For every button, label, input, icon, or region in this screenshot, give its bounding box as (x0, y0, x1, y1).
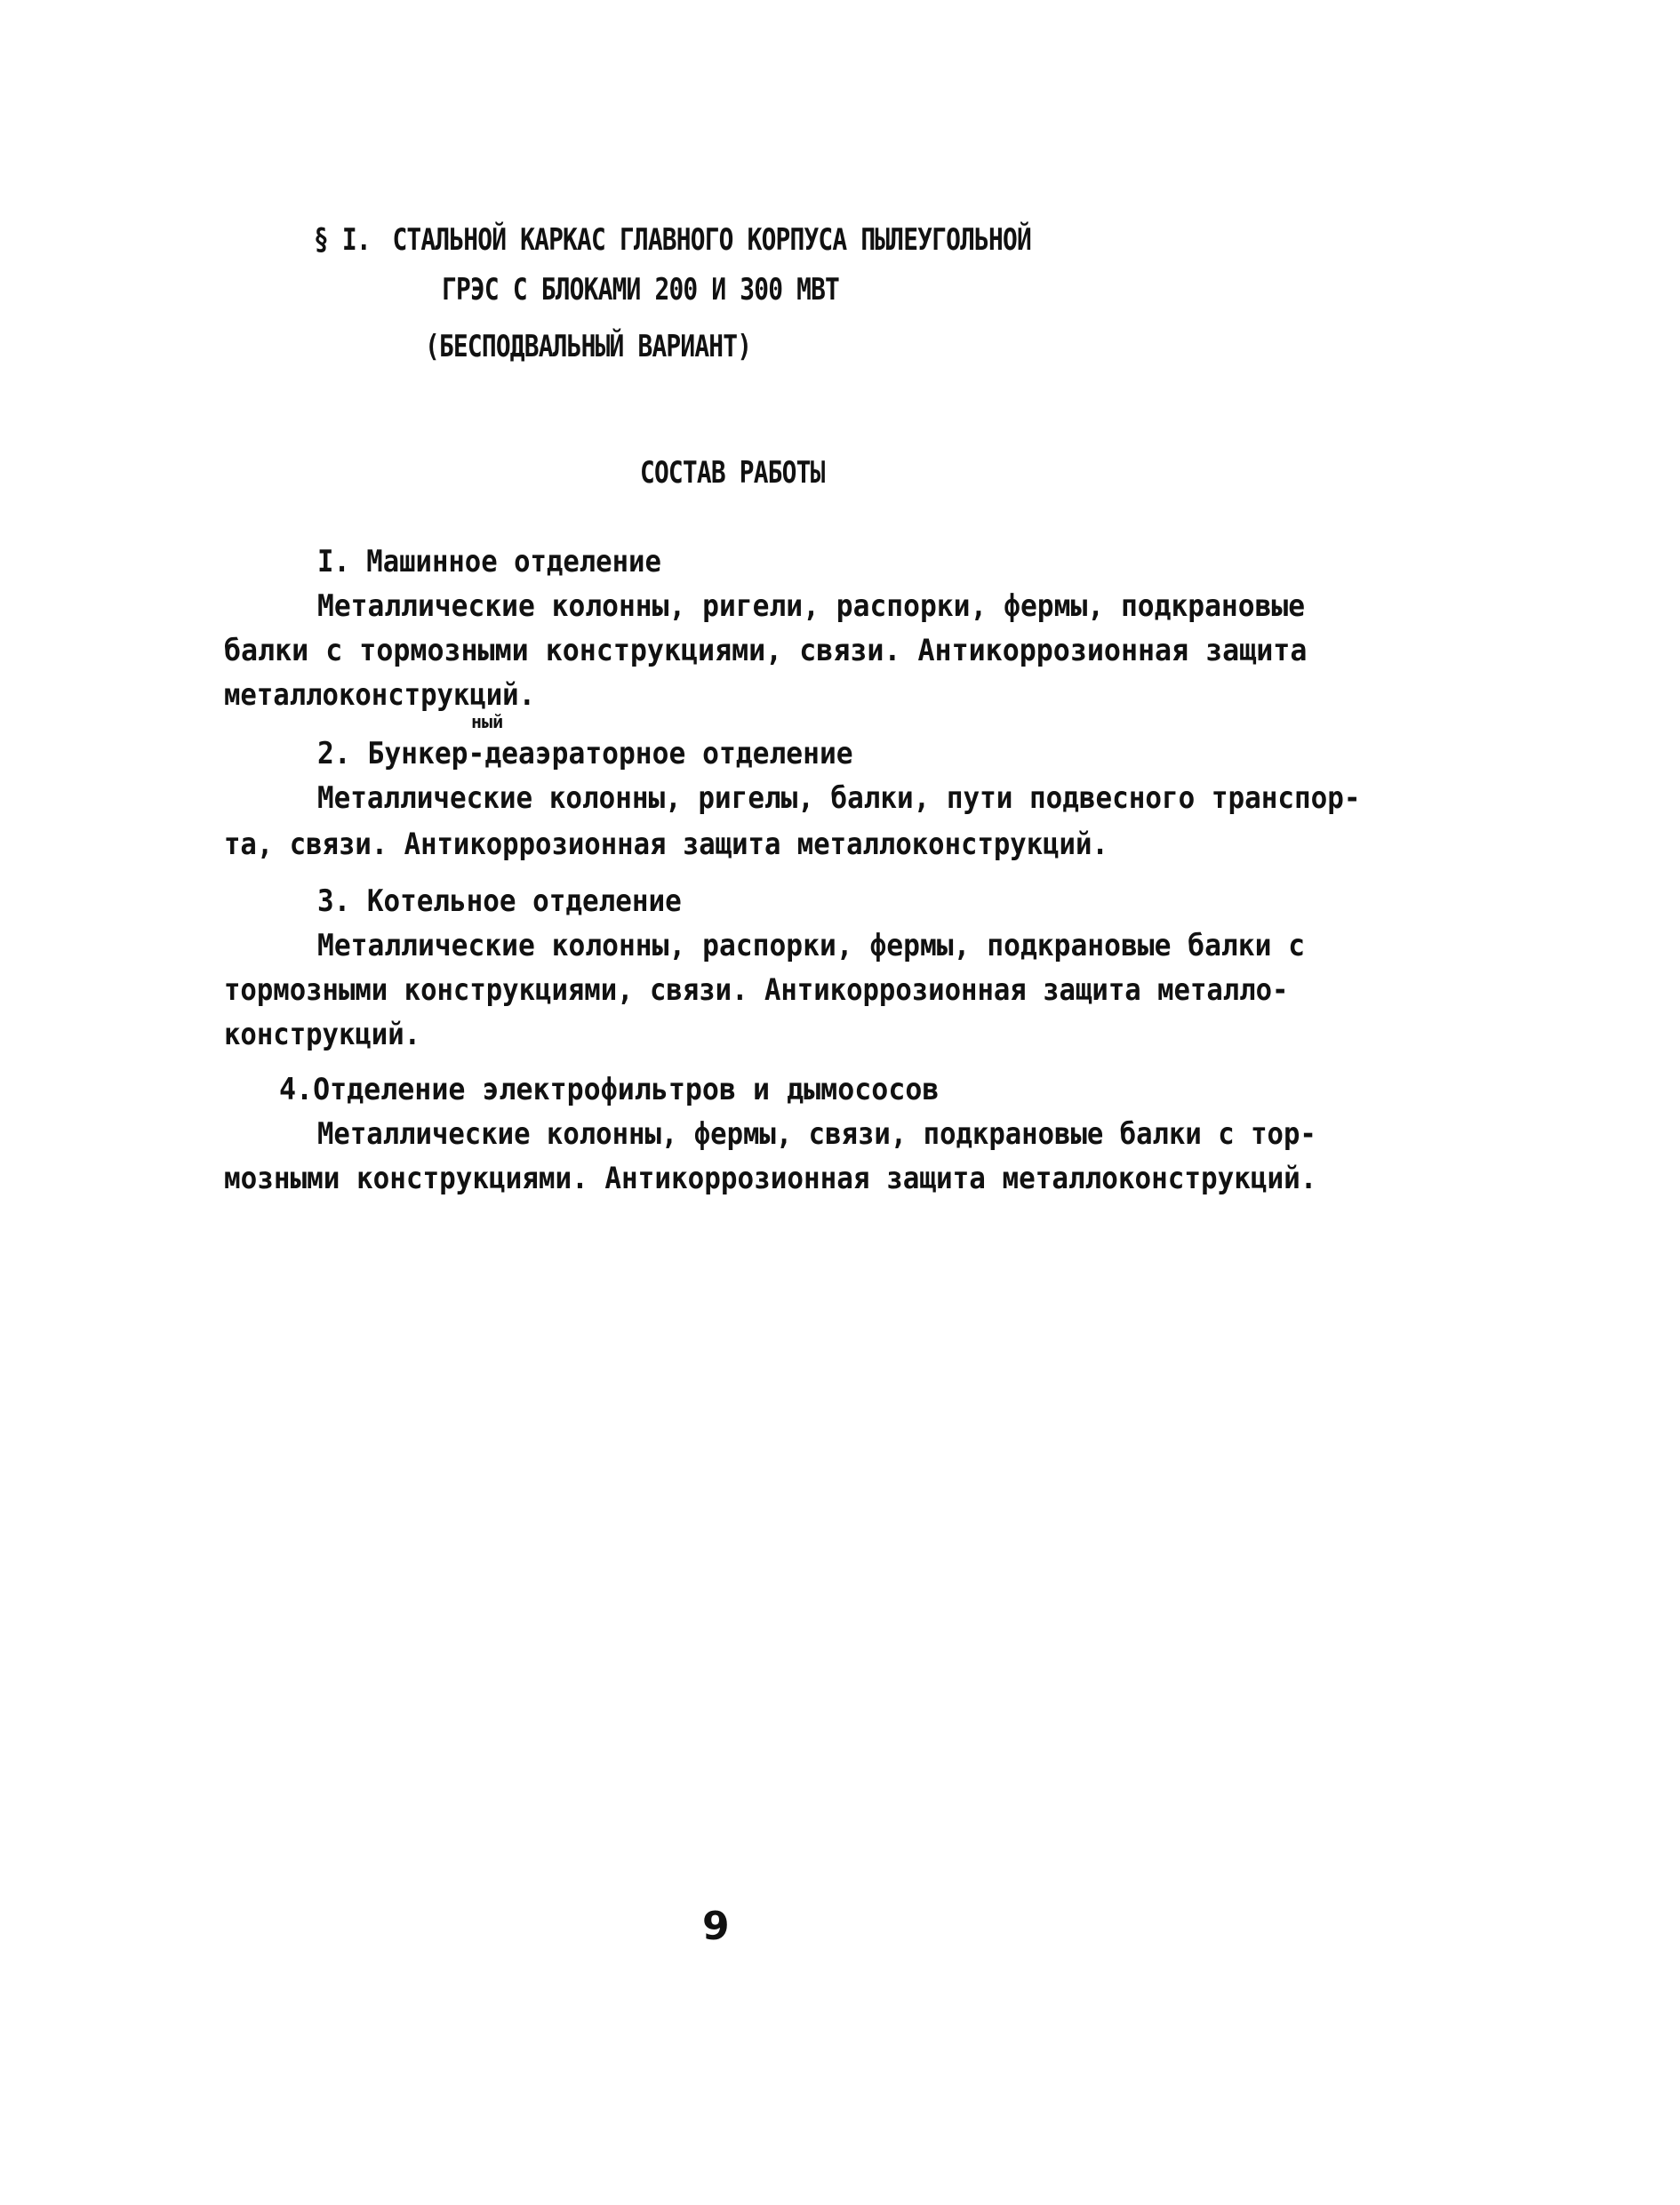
section-title-line1 (314, 222, 1031, 258)
section-text-line: металлоконструкций. (224, 677, 536, 713)
section-subtitle: (БЕСПОДВАЛЬНЫЙ ВАРИАНТ) (425, 329, 752, 364)
section-heading: I. Машинное отделение (317, 544, 661, 579)
section-text-line: Металлические колонны, ригелы, балки, пути подвесного транспор- (317, 780, 1361, 816)
page-number: 9 (702, 1904, 730, 1949)
section-text-line: та, связи. Антикоррозионная защита металлоконструкций. (224, 827, 1108, 862)
title-text-line1: СТАЛЬНОЙ КАРКАС ГЛАВНОГО КОРПУСА ПЫЛЕУГОЛЬНОЙ (392, 222, 1031, 258)
section-text-line: Металлические колонны, ригели, распорки, фермы, подкрановые (317, 588, 1306, 624)
section-title-line2: ГРЭС С БЛОКАМИ 200 И 300 МВТ (442, 272, 840, 308)
section-text-line: мозными конструкциями. Антикоррозионная защита металлоконструкций. (224, 1161, 1317, 1196)
section-heading: 4.Отделение электрофильтров и дымососов (279, 1072, 940, 1107)
section-heading: 2. Бункер-деаэраторное отделение (317, 736, 853, 771)
handwritten-insertion: ный (471, 711, 504, 732)
composition-title: СОСТАВ РАБОТЫ (640, 455, 825, 491)
section-heading: 3. Котельное отделение (317, 883, 682, 919)
section-mark: § I. (314, 222, 371, 258)
section-text-line: конструкций. (224, 1017, 421, 1052)
section-text-line: тормозными конструкциями, связи. Антикоррозионная защита металло- (224, 972, 1289, 1008)
section-text-line: Металлические колонны, распорки, фермы, подкрановые балки с (317, 928, 1306, 963)
section-text-line: балки с тормозными конструкциями, связи. Антикоррозионная защита (224, 633, 1308, 668)
section-text-line: Металлические колонны, фермы, связи, подкрановые балки с тор- (317, 1116, 1316, 1152)
